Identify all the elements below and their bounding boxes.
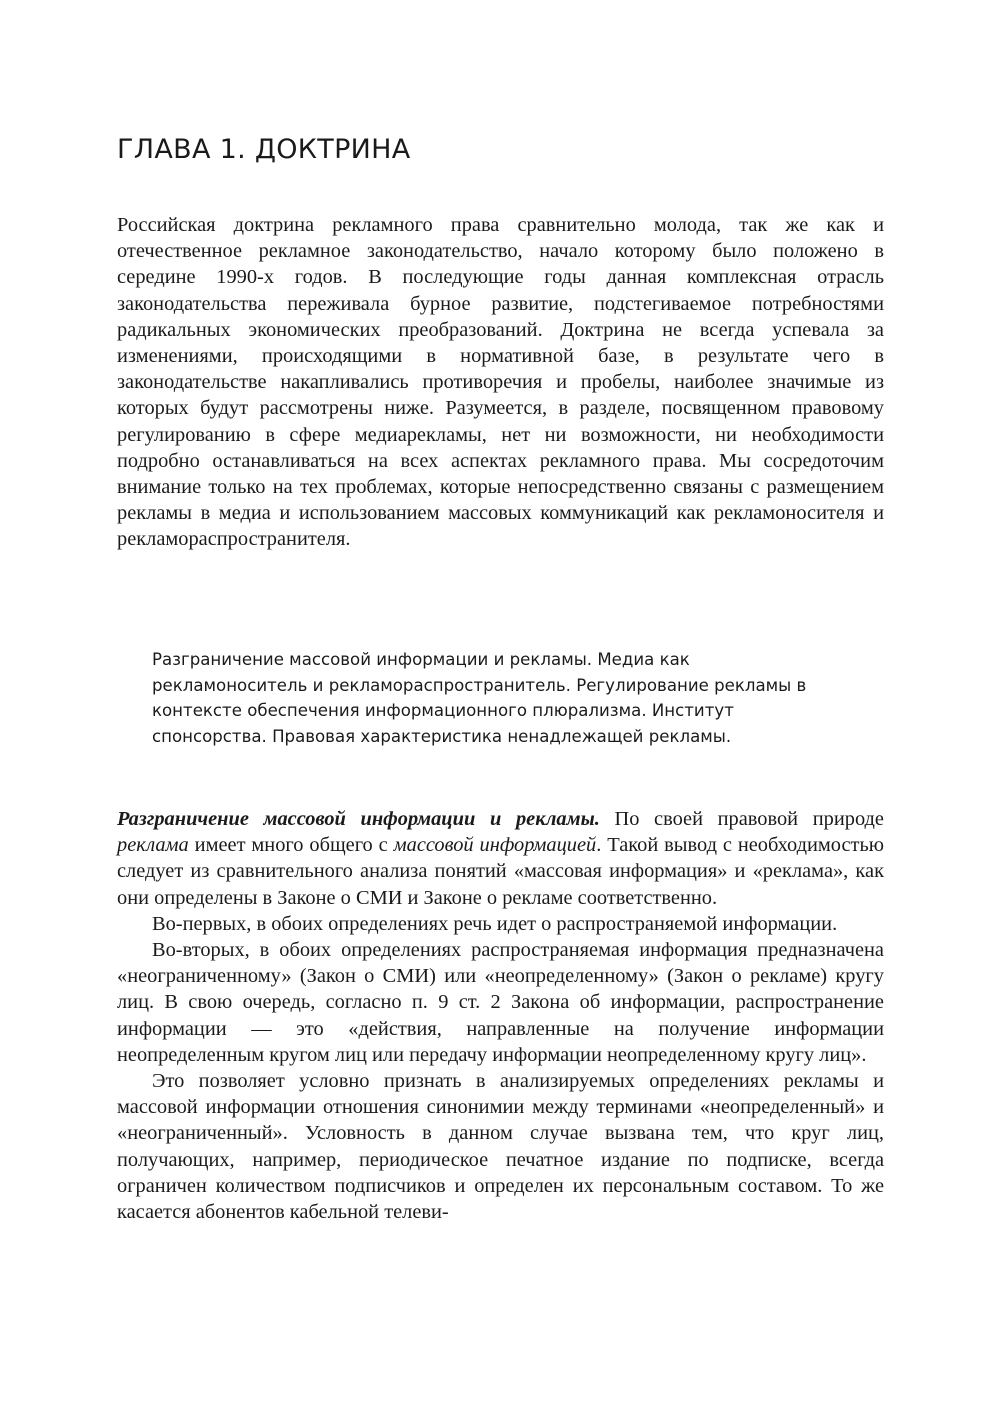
- chapter-summary: Разграничение массовой информации и рекламы. Медиа как рекламоноситель и рекламораспространитель. Регулирование рекламы в контексте обеспечения информационного плюрализма. Институт спонсорства. Правовая характеристика ненадлежащей рекламы.: [152, 650, 807, 746]
- chapter-title: ГЛАВА 1. ДОКТРИНА: [117, 134, 411, 165]
- term-advertising: реклама: [117, 834, 189, 857]
- paragraph-1-part-a: По своей правовой природе: [599, 808, 884, 830]
- paragraph-1-part-b: имеет много общего с: [188, 834, 394, 857]
- paragraph-1-part-c: . Такой вывод с необходимостью следует из сравнительного анализа понятий «массовая информация» и «реклама», как они определены в Законе о СМИ и Законе о рекламе соответственно.: [117, 834, 884, 909]
- section-body: [117, 806, 884, 1225]
- section-lead-heading: Разграничение массовой информации и рекламы.: [117, 808, 600, 830]
- section-paragraph-4: Это позволяет условно признать в анализируемых определениях рекламы и массовой информации отношения синонимии между терминами «неопределенный» и «неограниченный». Условность в данном случае вызвана тем, что круг лиц, получающих, например, периодическое печатное издание по подписке, всегда ограничен количеством подписчиков и определен их персональным составом. То же касается абонентов кабельной телеви-: [117, 1070, 884, 1224]
- section-paragraph-2: Во-первых, в обоих определениях речь идет о распространяемой информации.: [152, 912, 838, 935]
- intro-paragraph: Российская доктрина рекламного права сравнительно молода, так же как и отечественное рекламное законодательство, начало которому было положено в середине 1990-х годов. В последующие годы данная комплексная отрасль законодательства переживала бурное развитие, подстегиваемое потребностями радикальных экономических преобразований. Доктрина не всегда успевала за изменениями, происходящими в нормативной базе, в результате чего в законодательстве накапливались противоречия и пробелы, наиболее значимые из которых будут рассмотрены ниже. Разумеется, в разделе, посвященном правовому регулированию в сфере медиарекламы, нет ни возможности, ни необходимости подробно останавливаться на всех аспектах рекламного права. Мы сосредоточим внимание только на тех проблемах, которые непосредственно связаны с размещением рекламы в медиа и использованием массовых коммуникаций как рекламоносителя и рекламораспространителя.: [117, 214, 884, 551]
- section-paragraph-1: [117, 806, 884, 911]
- term-mass-information: массовой информацией: [393, 834, 597, 857]
- section-paragraph-3: Во-вторых, в обоих определениях распространяемая информация предназначена «неограниченному» (Закон о СМИ) или «неопределенному» (Закон о рекламе) кругу лиц. В свою очередь, согласно п. 9 ст. 2 Закона об информации, распространение информации — это «действия, направленные на получение информации неопределенным кругом лиц или передачу информации неопределенному кругу лиц».: [117, 939, 884, 1066]
